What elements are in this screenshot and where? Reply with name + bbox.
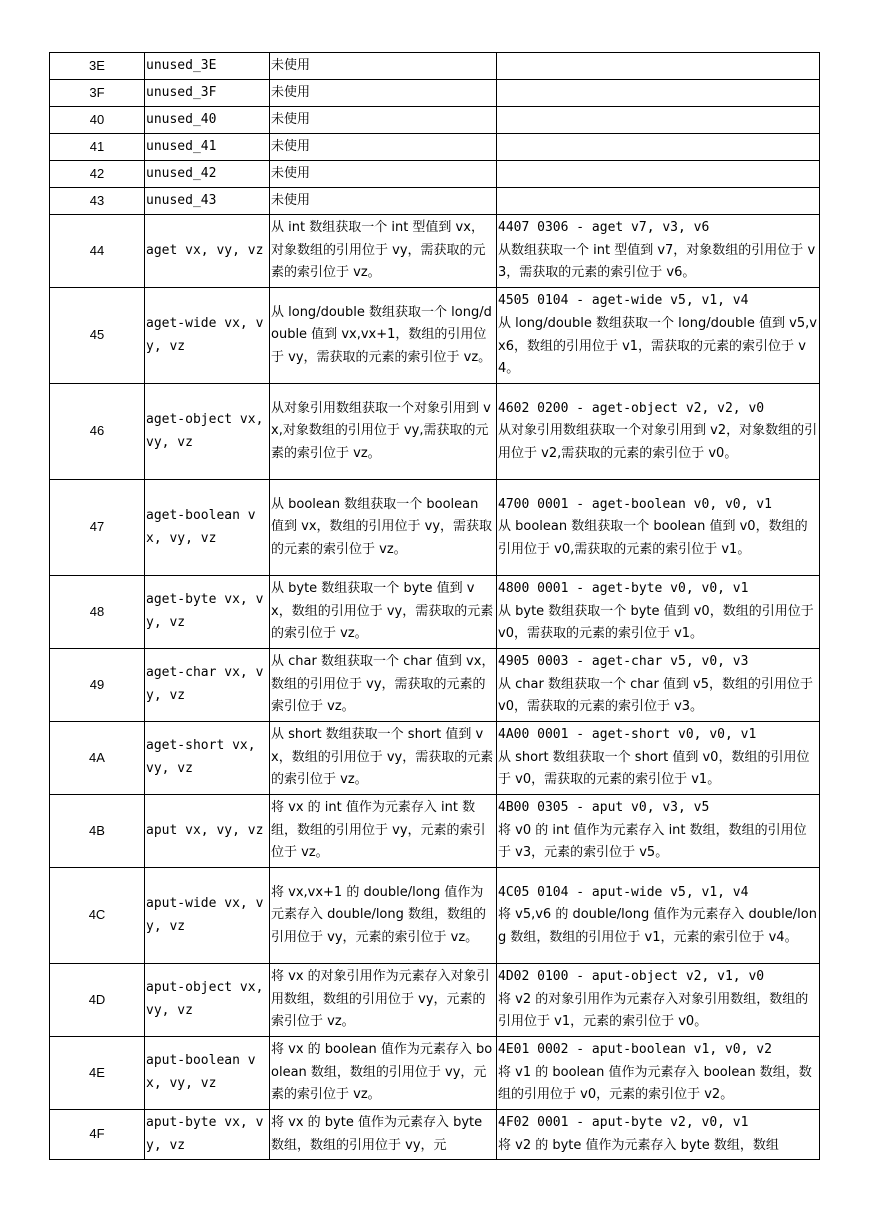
opcode-table-body	[50, 53, 820, 1160]
syntax-cell: aget-object vx, vy, vz	[145, 384, 270, 480]
table-row	[50, 134, 820, 161]
description-cell: 从 int 数组获取一个 int 型值到 vx，对象数组的引用位于 vy，需获取的元素的索引位于 vz。	[270, 215, 497, 288]
example-description: 从 char 数组获取一个 char 值到 v5，数组的引用位于 v0，需获取的元素的索引位于 v3。	[498, 676, 814, 715]
opcode-cell: 40	[50, 107, 145, 134]
example-code: 4602 0200 - aget-object v2, v2, v0	[498, 400, 765, 416]
description-cell: 将 vx 的 byte 值作为元素存入 byte 数组，数组的引用位于 vy，元	[270, 1110, 497, 1160]
opcode-cell: 45	[50, 288, 145, 384]
syntax-cell: unused_40	[145, 107, 270, 134]
syntax-cell: aput vx, vy, vz	[145, 795, 270, 868]
description-cell: 将 vx,vx+1 的 double/long 值作为元素存入 double/long 数组，数组的引用位于 vy，元素的索引位于 vz。	[270, 868, 497, 964]
opcode-cell: 4F	[50, 1110, 145, 1160]
example-cell	[497, 480, 820, 576]
opcode-cell: 3E	[50, 53, 145, 80]
description-cell: 未使用	[270, 188, 497, 215]
description-cell: 将 vx 的对象引用作为元素存入对象引用数组，数组的引用位于 vy，元素的索引位于 vz。	[270, 964, 497, 1037]
example-description: 将 v1 的 boolean 值作为元素存入 boolean 数组，数组的引用位于 v0，元素的索引位于 v2。	[498, 1064, 812, 1103]
description-cell: 未使用	[270, 107, 497, 134]
syntax-cell: aput-boolean vx, vy, vz	[145, 1037, 270, 1110]
syntax-cell: aget-byte vx, vy, vz	[145, 576, 270, 649]
example-description: 从 short 数组获取一个 short 值到 v0，数组的引用位于 v0，需获取的元素的索引位于 v1。	[498, 749, 810, 788]
opcode-cell: 48	[50, 576, 145, 649]
description-cell: 将 vx 的 boolean 值作为元素存入 boolean 数组，数组的引用位于 vy，元素的索引位于 vz。	[270, 1037, 497, 1110]
description-cell: 从 boolean 数组获取一个 boolean 值到 vx，数组的引用位于 vy，需获取的元素的索引位于 vz。	[270, 480, 497, 576]
example-cell	[497, 722, 820, 795]
opcode-cell: 47	[50, 480, 145, 576]
syntax-cell: unused_43	[145, 188, 270, 215]
opcode-cell: 43	[50, 188, 145, 215]
example-cell	[497, 215, 820, 288]
table-row	[50, 1110, 820, 1160]
example-cell	[497, 80, 820, 107]
example-cell	[497, 795, 820, 868]
syntax-cell: unused_3F	[145, 80, 270, 107]
example-description: 从对象引用数组获取一个对象引用到 v2，对象数组的引用位于 v2,需获取的元素的索引位于 v0。	[498, 423, 818, 461]
syntax-cell: aput-wide vx, vy, vz	[145, 868, 270, 964]
opcode-cell: 4B	[50, 795, 145, 868]
example-cell	[497, 107, 820, 134]
example-description: 从数组获取一个 int 型值到 v7，对象数组的引用位于 v3，需获取的元素的索引位于 v6。	[498, 242, 816, 281]
opcode-cell: 4C	[50, 868, 145, 964]
description-cell: 未使用	[270, 80, 497, 107]
description-cell: 从 short 数组获取一个 short 值到 vx，数组的引用位于 vy，需获取的元素的索引位于 vz。	[270, 722, 497, 795]
example-cell	[497, 964, 820, 1037]
opcode-cell: 4D	[50, 964, 145, 1037]
syntax-cell: unused_41	[145, 134, 270, 161]
example-description: 从 boolean 数组获取一个 boolean 值到 v0，数组的引用位于 v0,需获取的元素的索引位于 v1。	[498, 519, 808, 557]
syntax-cell: aget vx, vy, vz	[145, 215, 270, 288]
syntax-cell: unused_3E	[145, 53, 270, 80]
example-description: 将 v2 的 byte 值作为元素存入 byte 数组，数组	[498, 1137, 779, 1153]
syntax-cell: aput-byte vx, vy, vz	[145, 1110, 270, 1160]
table-row	[50, 1037, 820, 1110]
syntax-cell: aget-short vx, vy, vz	[145, 722, 270, 795]
description-cell: 从对象引用数组获取一个对象引用到 vx,对象数组的引用位于 vy,需获取的元素的索引位于 vz。	[270, 384, 497, 480]
syntax-cell: aget-char vx, vy, vz	[145, 649, 270, 722]
table-row	[50, 288, 820, 384]
table-row	[50, 722, 820, 795]
description-cell: 从 long/double 数组获取一个 long/double 值到 vx,vx+1，数组的引用位于 vy，需获取的元素的索引位于 vz。	[270, 288, 497, 384]
example-cell	[497, 161, 820, 188]
syntax-cell: aget-wide vx, vy, vz	[145, 288, 270, 384]
example-code: 4A00 0001 - aget-short v0, v0, v1	[498, 727, 757, 743]
syntax-cell: aget-boolean vx, vy, vz	[145, 480, 270, 576]
example-code: 4800 0001 - aget-byte v0, v0, v1	[498, 581, 749, 597]
example-cell	[497, 188, 820, 215]
example-cell	[497, 649, 820, 722]
example-code: 4B00 0305 - aput v0, v3, v5	[498, 800, 710, 816]
example-cell	[497, 868, 820, 964]
table-row	[50, 649, 820, 722]
example-code: 4D02 0100 - aput-object v2, v1, v0	[498, 969, 765, 985]
table-row	[50, 964, 820, 1037]
example-cell	[497, 576, 820, 649]
opcode-cell: 42	[50, 161, 145, 188]
opcode-table	[49, 52, 820, 1160]
opcode-cell: 4A	[50, 722, 145, 795]
opcode-cell: 4E	[50, 1037, 145, 1110]
description-cell: 未使用	[270, 53, 497, 80]
description-cell: 未使用	[270, 161, 497, 188]
example-code: 4505 0104 - aget-wide v5, v1, v4	[498, 293, 749, 309]
example-cell	[497, 288, 820, 384]
example-description: 将 v5,v6 的 double/long 值作为元素存入 double/long 数组，数组的引用位于 v1，元素的索引位于 v4。	[498, 907, 817, 945]
opcode-cell: 41	[50, 134, 145, 161]
table-row	[50, 161, 820, 188]
example-code: 4E01 0002 - aput-boolean v1, v0, v2	[498, 1042, 772, 1058]
opcode-cell: 46	[50, 384, 145, 480]
example-description: 将 v0 的 int 值作为元素存入 int 数组，数组的引用位于 v3，元素的索引位于 v5。	[498, 822, 807, 861]
table-row	[50, 188, 820, 215]
example-cell	[497, 134, 820, 161]
opcode-cell: 44	[50, 215, 145, 288]
table-row	[50, 215, 820, 288]
description-cell: 未使用	[270, 134, 497, 161]
example-code: 4905 0003 - aget-char v5, v0, v3	[498, 654, 749, 670]
syntax-cell: unused_42	[145, 161, 270, 188]
example-cell	[497, 384, 820, 480]
table-row	[50, 480, 820, 576]
table-row	[50, 107, 820, 134]
table-row	[50, 80, 820, 107]
description-cell: 从 char 数组获取一个 char 值到 vx，数组的引用位于 vy，需获取的元素的索引位于 vz。	[270, 649, 497, 722]
syntax-cell: aput-object vx, vy, vz	[145, 964, 270, 1037]
description-cell: 将 vx 的 int 值作为元素存入 int 数组，数组的引用位于 vy，元素的索引位于 vz。	[270, 795, 497, 868]
example-code: 4C05 0104 - aput-wide v5, v1, v4	[498, 884, 749, 900]
opcode-cell: 49	[50, 649, 145, 722]
table-row	[50, 795, 820, 868]
example-description: 从 long/double 数组获取一个 long/double 值到 v5,vx6，数组的引用位于 v1，需获取的元素的索引位于 v4。	[498, 315, 817, 377]
table-row	[50, 576, 820, 649]
example-description: 将 v2 的对象引用作为元素存入对象引用数组，数组的引用位于 v1，元素的索引位于 v0。	[498, 991, 809, 1030]
example-cell	[497, 53, 820, 80]
example-code: 4700 0001 - aget-boolean v0, v0, v1	[498, 496, 772, 512]
example-description: 从 byte 数组获取一个 byte 值到 v0，数组的引用位于 v0，需获取的元素的索引位于 v1。	[498, 603, 814, 642]
example-cell	[497, 1110, 820, 1160]
opcode-cell: 3F	[50, 80, 145, 107]
description-cell: 从 byte 数组获取一个 byte 值到 vx，数组的引用位于 vy，需获取的元素的索引位于 vz。	[270, 576, 497, 649]
example-code: 4407 0306 - aget v7, v3, v6	[498, 220, 710, 236]
table-row	[50, 53, 820, 80]
example-cell	[497, 1037, 820, 1110]
example-code: 4F02 0001 - aput-byte v2, v0, v1	[498, 1114, 749, 1130]
table-row	[50, 384, 820, 480]
table-row	[50, 868, 820, 964]
